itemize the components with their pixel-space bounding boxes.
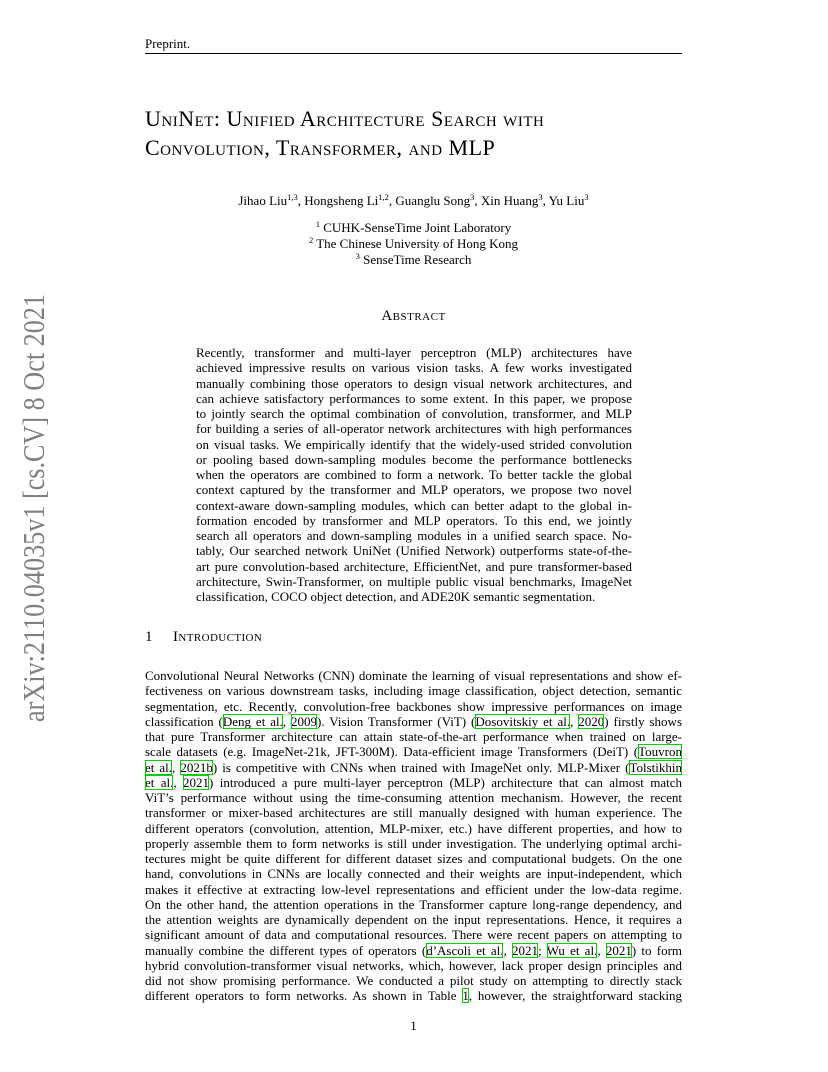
abstract-line: for building a series of all-operator network architectures with high performances	[196, 421, 632, 437]
body-line	[145, 668, 682, 683]
author-name: Hongsheng Li	[304, 193, 379, 208]
body-text: different operators to form networks. As shown in Table	[145, 988, 463, 1004]
author-separator: ,	[474, 193, 481, 208]
body-text: the attention weights are dynamically dependent on the input representations. Hence, it requires a	[145, 912, 682, 927]
citation-link[interactable]: et al.	[145, 774, 174, 790]
body-text: ). Vision Transformer (ViT) (	[317, 713, 476, 729]
citation-link[interactable]: Dosovitskiy et al.	[475, 713, 571, 729]
body-text: properly assemble them to form networks is still under investigation. The underlying optimal archi-	[145, 835, 682, 851]
body-text: tectures might be quite different for different dataset sizes and computational budgets. On the one	[145, 851, 682, 866]
affiliation-name: SenseTime Research	[359, 252, 472, 267]
author-name: Jihao Liu	[238, 193, 288, 208]
body-text: transformer or mixer-based architectures are still manually designed with human experience. The	[145, 805, 682, 821]
author-separator: ,	[297, 193, 305, 208]
affiliation	[145, 236, 682, 252]
body-text: ) introduced a pure multi-layer perceptron (MLP) architecture that can almost match	[209, 774, 683, 790]
body-line	[145, 805, 682, 820]
body-text: hybrid convolution-transformer visual networks, which, however, lack proper design principles and	[145, 957, 682, 973]
body-text: ViT’s performance without using the time-consuming attention mechanism. However, the recent	[145, 790, 682, 805]
author-affiliation-mark: 1,3	[287, 192, 298, 202]
running-header: Preprint.	[145, 36, 191, 51]
body-line	[145, 744, 682, 759]
body-line	[145, 790, 682, 805]
author-affiliation-mark: 3	[470, 192, 475, 202]
body-line	[145, 897, 682, 912]
abstract-line: or pooling based down-sampling modules become the performance bottlenecks	[196, 451, 632, 467]
introduction-body	[145, 668, 682, 1004]
body-line	[145, 912, 682, 927]
body-text: ) to form	[631, 942, 683, 958]
abstract-line: search all operators and down-sampling modules in a unified search space. No-	[196, 528, 632, 543]
abstract-line: classification, COCO object detection, and ADE20K semantic segmentation.	[196, 589, 596, 604]
abstract-line: art pure convolution-based architecture, EfficientNet, and pure transformer-based	[196, 558, 632, 574]
body-text: significant amount of data and computational resources. There were recent papers on attempting to	[145, 927, 682, 943]
citation-link[interactable]: 2021b	[180, 759, 213, 775]
affiliation-name: The Chinese University of Hong Kong	[313, 236, 519, 251]
citation-link[interactable]: Touvron	[638, 744, 682, 760]
section-number: 1	[145, 629, 153, 645]
body-text: , however, the straightforward stacking	[468, 988, 682, 1004]
arxiv-stamp	[0, 0, 60, 1072]
author-separator: ,	[542, 193, 549, 208]
abstract-line: architecture, Swin-Transformer, on multiple public visual benchmarks, ImageNet	[196, 573, 632, 589]
affiliation-number: 1	[315, 219, 320, 229]
author-affiliation-mark: 1,2	[378, 192, 389, 202]
body-text: Convolutional Neural Networks (CNN) dominate the learning of visual representations and show ef-	[145, 668, 682, 683]
page-number: 1	[410, 1018, 417, 1033]
citation-link[interactable]: 1	[462, 988, 469, 1004]
author-affiliation-mark: 3	[538, 192, 543, 202]
affiliation-name: CUHK-SenseTime Joint Laboratory	[319, 220, 512, 235]
body-text: segmentation, etc. Recently, convolution-free backbones show impressive performances on image	[145, 698, 682, 714]
body-line	[145, 699, 682, 714]
section-title: Introduction	[173, 629, 263, 645]
author-list	[145, 193, 682, 209]
body-line	[145, 760, 682, 775]
citation-link[interactable]: et al.	[145, 759, 173, 775]
author-separator: ,	[388, 193, 396, 208]
abstract-line: tably, Our searched network UniNet (Unified Network) outperforms state-of-the-	[196, 543, 632, 559]
author-affiliation-mark: 3	[584, 192, 589, 202]
body-text: that pure Transformer architecture can attain state-of-the-art performance when trained on large-	[145, 729, 682, 744]
citation-link[interactable]: 2021	[605, 942, 632, 958]
body-line	[145, 958, 682, 973]
body-line	[145, 836, 682, 851]
body-text: ,	[173, 774, 184, 790]
body-line	[145, 943, 682, 958]
abstract-line: when the operators are combined to form a network. To better tackle the global	[196, 467, 632, 482]
abstract-line: to jointly search the optimal combination of convolution, transformer, and MLP	[196, 406, 632, 421]
abstract-line: Recently, transformer and multi-layer perceptron (MLP) architectures have	[196, 345, 632, 360]
body-line	[145, 683, 682, 698]
abstract-line: manually combining those operators to design visual network architectures, and	[196, 375, 632, 391]
citation-link[interactable]: Tolstikhin	[629, 759, 682, 775]
body-line	[145, 775, 682, 790]
arxiv-sidebar	[0, 0, 60, 1072]
affiliation	[145, 220, 682, 236]
body-text: hand, convolutions in CNNs are locally connected and their weights are input-independent, which	[145, 866, 682, 882]
header-rule	[145, 53, 682, 54]
body-text: ,	[570, 713, 579, 729]
abstract-body	[196, 345, 632, 604]
paper-title	[145, 104, 685, 162]
citation-link[interactable]: 2021	[183, 774, 210, 790]
body-text: ,	[503, 942, 512, 958]
body-text: ) is competitive with CNNs when trained with ImageNet only. MLP-Mixer (	[212, 759, 630, 775]
abstract-line: can achieve satisfactory performances to some extent. In this paper, we propose	[196, 390, 632, 406]
affiliation-number: 2	[308, 235, 314, 245]
body-line	[145, 973, 682, 988]
body-text: manually combine the different types of operators (	[145, 942, 427, 958]
body-text: ,	[282, 713, 292, 729]
body-line	[145, 866, 682, 881]
body-text: fectiveness on various downstream tasks, including image classification, object detection, semantic	[145, 683, 682, 699]
body-text: makes it effective at extracting low-level representations and efficient under the low-data regime.	[145, 881, 682, 897]
body-line	[145, 882, 682, 897]
citation-link[interactable]: 2009	[291, 713, 318, 729]
body-text: ,	[597, 942, 606, 958]
section-heading	[145, 629, 262, 646]
body-text: scale datasets (e.g. ImageNet-21k, JFT-300M). Data-efficient image Transformers (DeiT) (	[145, 744, 639, 760]
body-text: On the other hand, the attention operations in the Transformer capture long-range dependency, and	[145, 896, 682, 912]
author-name: Xin Huang	[480, 193, 539, 208]
affiliation-list	[145, 220, 682, 268]
body-text: different operators (convolution, attention, MLP-mixer, etc.) have different properties, and how to	[145, 820, 682, 836]
body-line	[145, 851, 682, 866]
body-text: ;	[537, 942, 547, 958]
body-text: ) firstly shows	[604, 713, 682, 729]
arxiv-id-text: arXiv:2110.04035v1 [cs.CV] 8 Oct 2021	[16, 215, 51, 722]
body-line	[145, 988, 682, 1003]
abstract-line: achieved impressive results on various vision tasks. A few works investigated	[196, 360, 632, 376]
title-line-1: UniNet: Unified Architecture Search with	[145, 106, 545, 131]
author-name: Yu Liu	[548, 193, 585, 208]
citation-link[interactable]: d’Ascoli et al.	[426, 942, 504, 958]
abstract-line: on visual tasks. We empirically identify that the widely-used strided convolution	[196, 436, 632, 452]
body-text: classification (	[145, 713, 223, 729]
abstract-line: context captured by the transformer and MLP operators, we propose two novel	[196, 482, 632, 498]
citation-link[interactable]: 2020	[578, 713, 605, 729]
citation-link[interactable]: Deng et al.	[222, 713, 283, 729]
body-line	[145, 714, 682, 729]
citation-link[interactable]: 2021	[511, 942, 538, 958]
abstract-line: formation encoded by transformer and MLP operators. To this end, we jointly	[196, 512, 632, 528]
body-text: did not show promising performance. We conducted a pilot study on attempting to directly stack	[145, 973, 682, 988]
author-name: Guanglu Song	[395, 193, 471, 208]
body-line	[145, 927, 682, 942]
title-line-2: Convolution, Transformer, and MLP	[145, 135, 496, 160]
affiliation-number: 3	[355, 251, 360, 261]
citation-link[interactable]: Wu et al.	[546, 942, 598, 958]
affiliation	[145, 252, 682, 268]
abstract-line: context-aware down-sampling modules, which can better adapt to the global in-	[196, 497, 632, 513]
abstract-heading: Abstract	[381, 308, 446, 324]
body-text: ,	[172, 759, 181, 775]
body-line	[145, 729, 682, 744]
body-line	[145, 821, 682, 836]
